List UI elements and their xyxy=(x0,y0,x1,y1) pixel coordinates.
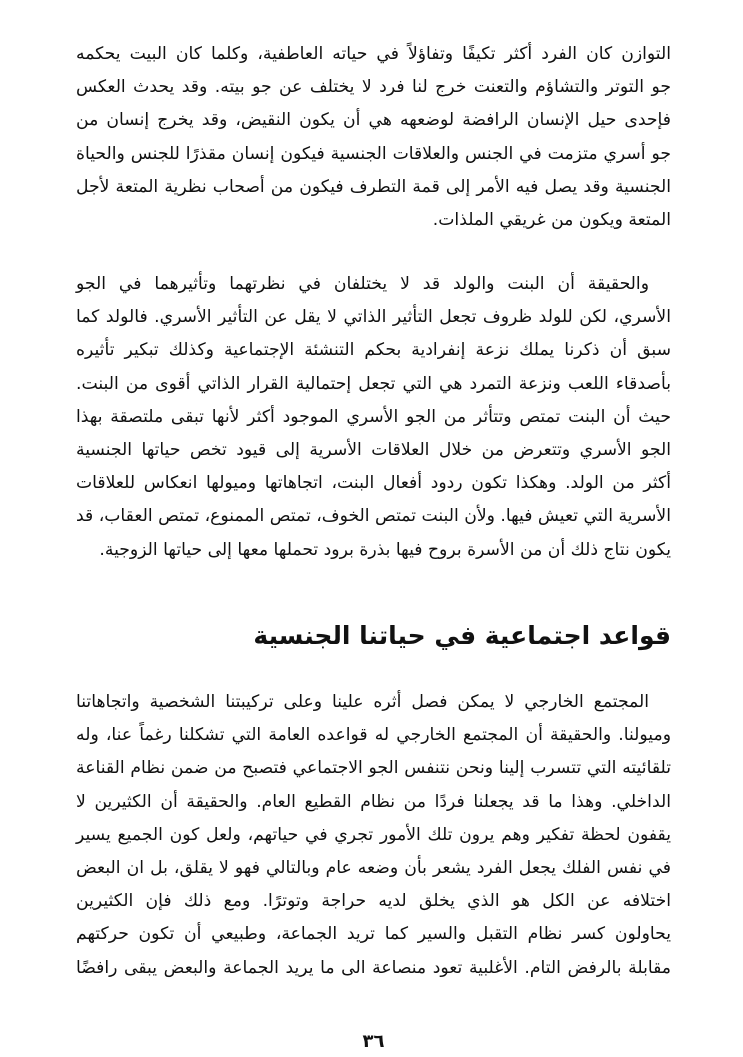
text-line: يقفون لحظة تفكير وهم يرون تلك الأمور تجري في حياتهم، ولعل كون الجميع يسير xyxy=(76,824,671,845)
paragraph-1 xyxy=(76,38,671,237)
text-line: الداخلي. وهذا ما قد يجعلنا فردًا من نظام القطيع العام. والحقيقة أن الكثيرين لا xyxy=(76,791,671,812)
text-line: بأصدقاء اللعب ونزعة التمرد هي التي تجعل إحتمالية القرار الذاتي أقوى من البنت. xyxy=(76,373,671,394)
text-line: سبق أن ذكرنا يملك نزعة إنفرادية بحكم التنشئة الإجتماعية وكذلك تبكير تأثيره xyxy=(76,340,671,361)
text-line: المتعة ويكون من غريقي الملذات. xyxy=(432,210,671,231)
text-line: الجو الأسري وتتعرض من خلال العلاقات الأسرية إلى قيود تخص حياتها الجنسية xyxy=(76,440,671,461)
text-line: أكثر من الولد. وهكذا تكون ردود أفعال البنت، اتجاهاتها وميولها انعكاس للعلاقات xyxy=(76,473,671,494)
page-number: ٣٦ xyxy=(362,1031,385,1052)
text-line: الأسري، لكن للولد ظروف تجعل التأثير الذاتي لا يقل عن التأثير الأسري. فالولد كما xyxy=(76,307,671,328)
text-line: اختلافه عن الكل هو الذي يخلق لديه حراجة وتوترًا. ومع ذلك فإن الكثيرين xyxy=(76,891,671,912)
text-line: والحقيقة أن البنت والولد قد لا يختلفان في نظرتهما وتأثيرهما في الجو xyxy=(76,274,649,294)
text-line: جو التوتر والتشاؤم والتعنت خرج لنا فرد لا يختلف عن جو بيته. وقد يحدث العكس xyxy=(76,77,671,98)
text-line: الجنسية وقد يصل فيه الأمر إلى قمة التطرف فيكون من أصحاب نظرية المتعة لأجل xyxy=(76,176,671,197)
section-heading: قواعد اجتماعية في حياتنا الجنسية xyxy=(253,621,671,650)
text-line: جو أسري متزمت في الجنس والعلاقات الجنسية فيكون إنسان مقذرًا للجنس والحياة xyxy=(76,143,671,164)
text-line: يكون نتاج ذلك أن من الأسرة بروح فيها بذرة برود تحملها معها إلى حياتها الزوجية. xyxy=(99,539,671,560)
text-line: في نفس الفلك يجعل الفرد يشعر بأن وضعه عام وبالتالي فهو لا يقلق، بل ان البعض xyxy=(76,858,671,879)
text-line: وميولنا. والحقيقة أن المجتمع الخارجي له قواعده العامة التي تشكلنا رغماً عنا، وله xyxy=(76,725,671,746)
text-line: التوازن كان الفرد أكثر تكيفًا وتفاؤلاً في حياته العاطفية، وكلما كان البيت يحكمه xyxy=(76,44,671,64)
text-line: يحاولون كسر نظام التقبل والسير كما تريد الجماعة، وطبيعي أن تكون حركتهم xyxy=(76,924,671,945)
paragraph-3 xyxy=(76,686,671,985)
text-line: المجتمع الخارجي لا يمكن فصل أثره علينا وعلى تركيبتنا الشخصية واتجاهاتنا xyxy=(76,692,649,712)
text-line: الأسرية التي تعيش فيها. ولأن البنت تمتص الخوف، تمتص الممنوع، تمتص العقاب، قد xyxy=(76,506,671,527)
text-line: حيث أن البنت تمتص وتتأثر من الجو الأسري الموجود أكثر لأنها تبقى ملتصقة بهذا xyxy=(76,406,671,427)
text-line: فإحدى حيل الإنسان الرافضة لوضعهه هي أن يكون النقيض، وقد يخرج إنسان من xyxy=(76,110,671,131)
paragraph-2 xyxy=(76,268,671,567)
text-line: مقابلة بالرفض التام. الأغلبية تعود منصاعة الى ما يريد الجماعة والبعض يبقى رافضًا xyxy=(76,957,671,978)
book-page xyxy=(76,38,671,1052)
text-line: تلقائيته التي تتسرب إلينا ونحن نتنفس الجو الاجتماعي فتصبح من ضمن نظام القناعة xyxy=(76,758,671,779)
